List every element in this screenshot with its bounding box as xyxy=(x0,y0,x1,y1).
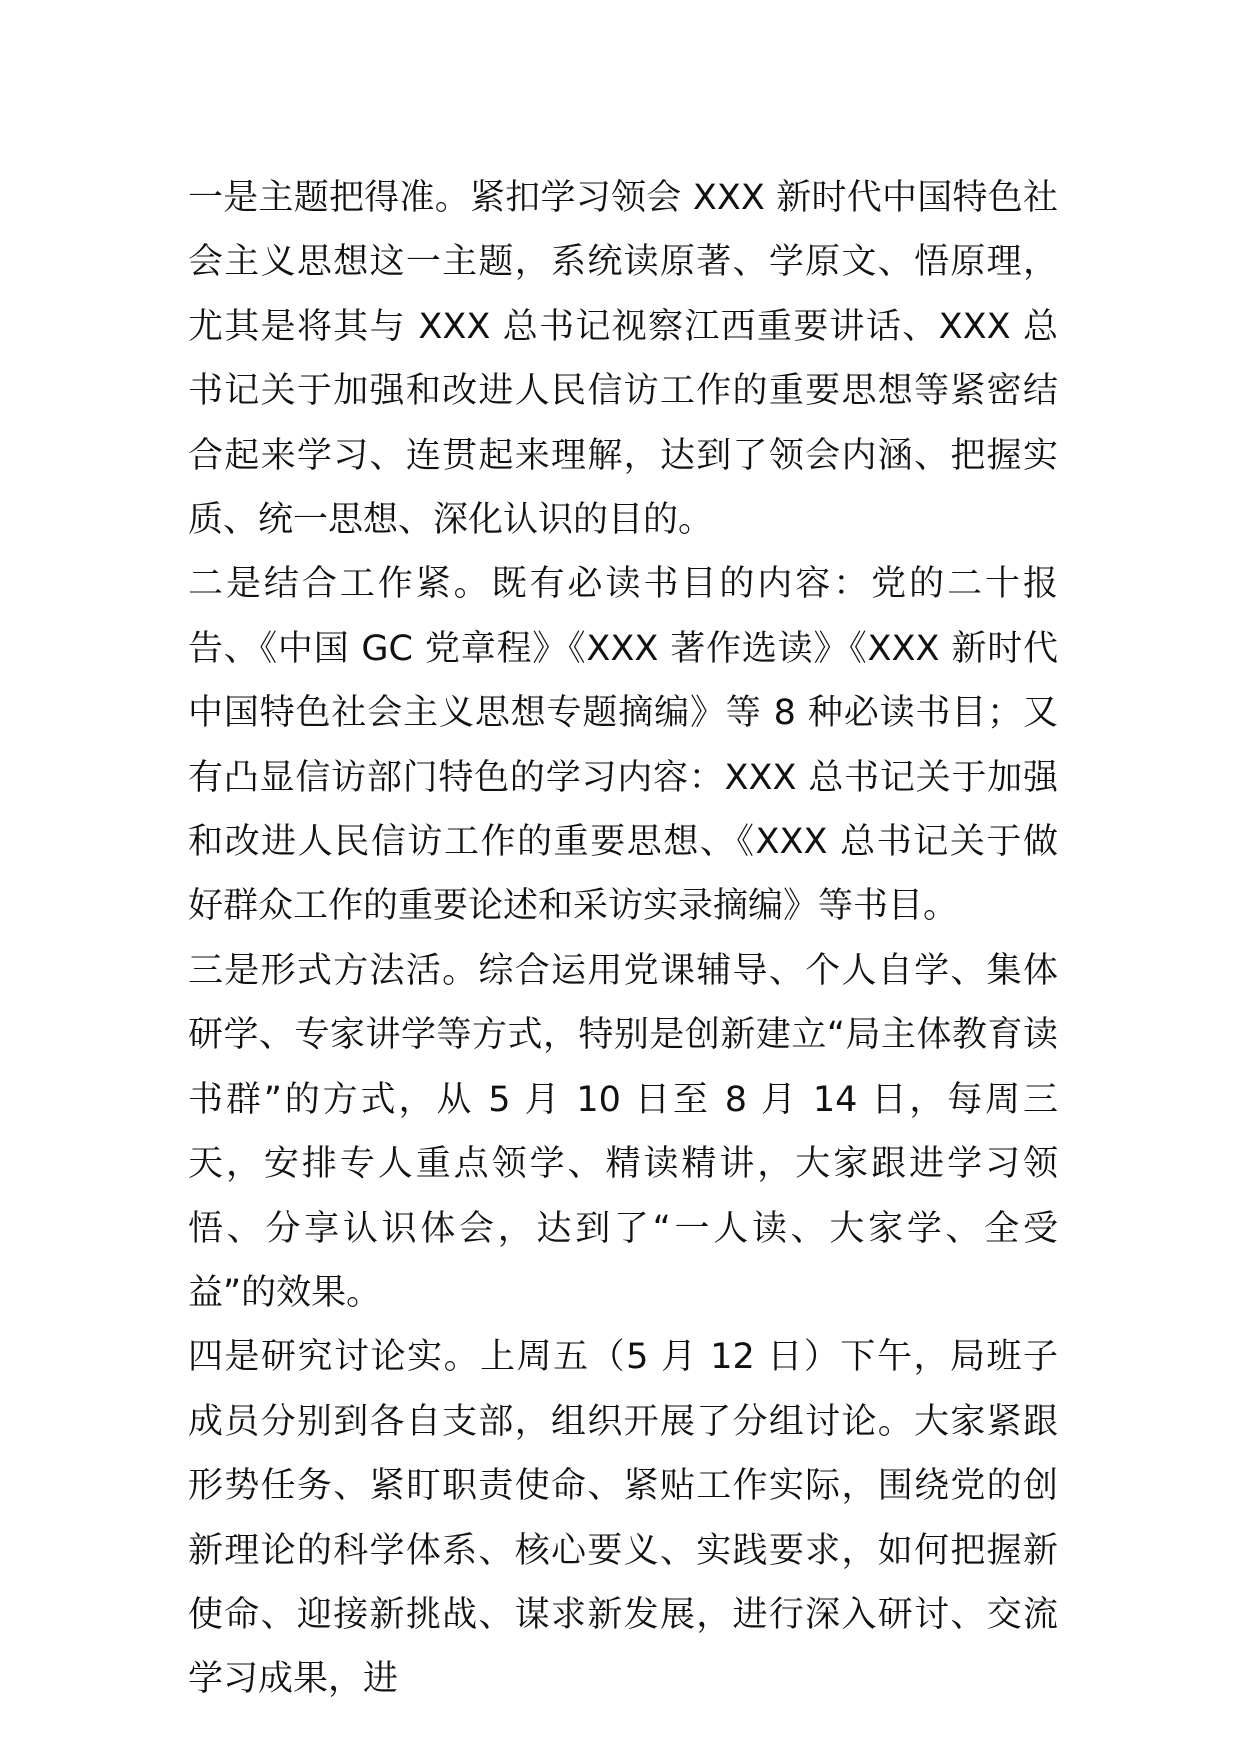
paragraph-discussion: 四是研究讨论实。上周五（5 月 12 日）下午，局班子成员分别到各自支部，组织开展了分组讨论。大家紧跟形势任务、紧盯职责使命、紧贴工作实际，围绕党的创新理论的科学体系、核心要义、实践要求，如何把握新使命、迎接新挑战、谋求新发展，进行深入研讨、交流学习成果，进 xyxy=(188,1337,1058,1700)
paragraph-theme: 一是主题把得准。紧扣学习领会 XXX 新时代中国特色社会主义思想这一主题，系统读原著、学原文、悟原理，尤其是将其与 XXX 总书记视察江西重要讲话、XXX 总书记关于加强和改进人民信访工作的重要思想等紧密结合起来学习、连贯起来理解，达到了领会内涵、把握实质、统一思想、深化认识的目的。 xyxy=(188,178,1058,541)
paragraph-work: 二是结合工作紧。既有必读书目的内容：党的二十报告、《中国 GC 党章程》《XXX 著作选读》《XXX 新时代中国特色社会主义思想专题摘编》等 8 种必读书目；又有凸显信访部门特色的学习内容：XXX 总书记关于加强和改进人民信访工作的重要思想、《XXX 总书记关于做好群众工作的重要论述和采访实录摘编》等书目。 xyxy=(188,564,1058,927)
paragraph-methods: 三是形式方法活。综合运用党课辅导、个人自学、集体研学、专家讲学等方式，特别是创新建立“局主体教育读书群”的方式，从 5 月 10 日至 8 月 14 日，每周三天，安排专人重点领学、精读精讲，大家跟进学习领悟、分享认识体会，达到了“一人读、大家学、全受益”的效果。 xyxy=(188,950,1058,1313)
document-body xyxy=(188,166,1058,1712)
